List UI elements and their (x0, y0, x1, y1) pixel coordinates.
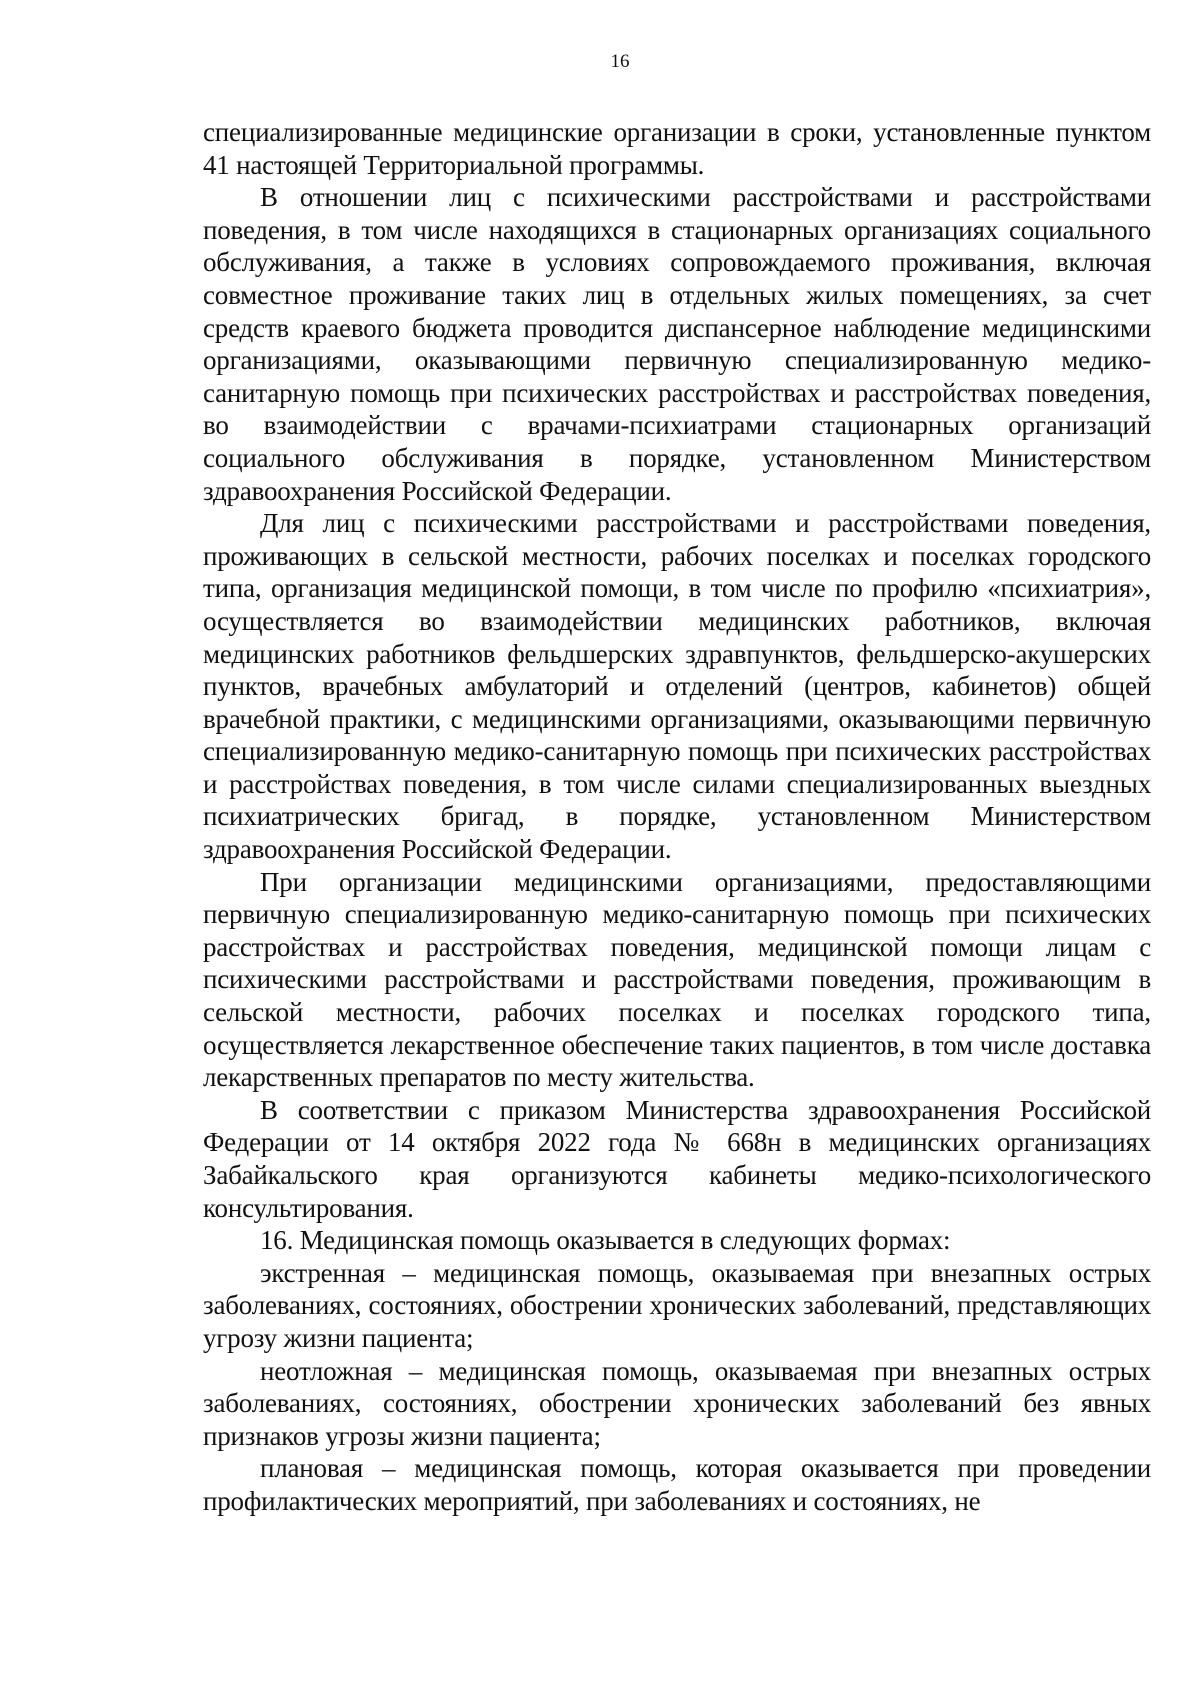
paragraph-rural-psychiatric-care: Для лиц с психическими расстройствами и расстройствами поведения, проживающих в сельской местности, рабочих поселках и поселках городского типа, организация медицинской помощи, в том числе по профилю «психиатрия», осуществляется во взаимодействии медицинских работников, включая медицинских работников фельдшерских здравпунктов, фельдшерско-акушерских пунктов, врачебных амбулаторий и отделений (центров, кабинетов) общей врачебной практики, с медицинскими организациями, оказывающими первичную специализированную медико-санитарную помощь при психических расстройствах и расстройствах поведения, в том числе силами специализированных выездных психиатрических бригад, в порядке, установленном Министерством здравоохранения Российской Федерации. (203, 508, 1151, 865)
paragraph-psychological-consulting: В соответствии с приказом Министерства здравоохранения Российской Федерации от 14 октября 2022 года № 668н в медицинских организациях Забайкальского края организуются кабинеты медико-психологического консультирования. (203, 1094, 1151, 1223)
paragraph-item-16-heading: 16. Медицинская помощь оказывается в следующих формах: (260, 1225, 951, 1256)
page-number: 16 (610, 51, 630, 72)
document-body (203, 116, 1151, 1518)
paragraph-continuation: специализированные медицинские организации в сроки, установленные пунктом 41 настоящей Территориальной программы. (203, 117, 1151, 180)
paragraph-mental-disorders-dispensary: В отношении лиц с психическими расстройствами и расстройствами поведения, в том числе находящихся в стационарных организациях социального обслуживания, а также в условиях сопровождаемого проживания, включая совместное проживание таких лиц в отдельных жилых помещениях, за счет средств краевого бюджета проводится диспансерное наблюдение медицинскими организациями, оказывающими первичную специализированную медико-санитарную помощь при психических расстройствах и расстройствах поведения, во взаимодействии с врачами-психиатрами стационарных организаций социального обслуживания в порядке, установленном Министерством здравоохранения Российской Федерации. (203, 182, 1151, 506)
paragraph-planned-form: плановая – медицинская помощь, которая оказывается при проведении профилактических мероприятий, при заболеваниях и состояниях, не (203, 1453, 1151, 1516)
paragraph-emergency-form: экстренная – медицинская помощь, оказываемая при внезапных острых заболеваниях, состояниях, обострении хронических заболеваний, представляющих угрозу жизни пациента; (203, 1257, 1151, 1353)
paragraph-medication-supply: При организации медицинскими организациями, предоставляющими первичную специализированную медико-санитарную помощь при психических расстройствах и расстройствах поведения, медицинской помощи лицам с психическими расстройствами и расстройствами поведения, проживающим в сельской местности, рабочих поселках и поселках городского типа, осуществляется лекарственное обеспечение таких пациентов, в том числе доставка лекарственных препаратов по месту жительства. (203, 866, 1151, 1093)
paragraph-urgent-form: неотложная – медицинская помощь, оказываемая при внезапных острых заболеваниях, состояниях, обострении хронических заболеваний без явных признаков угрозы жизни пациента; (203, 1355, 1151, 1451)
